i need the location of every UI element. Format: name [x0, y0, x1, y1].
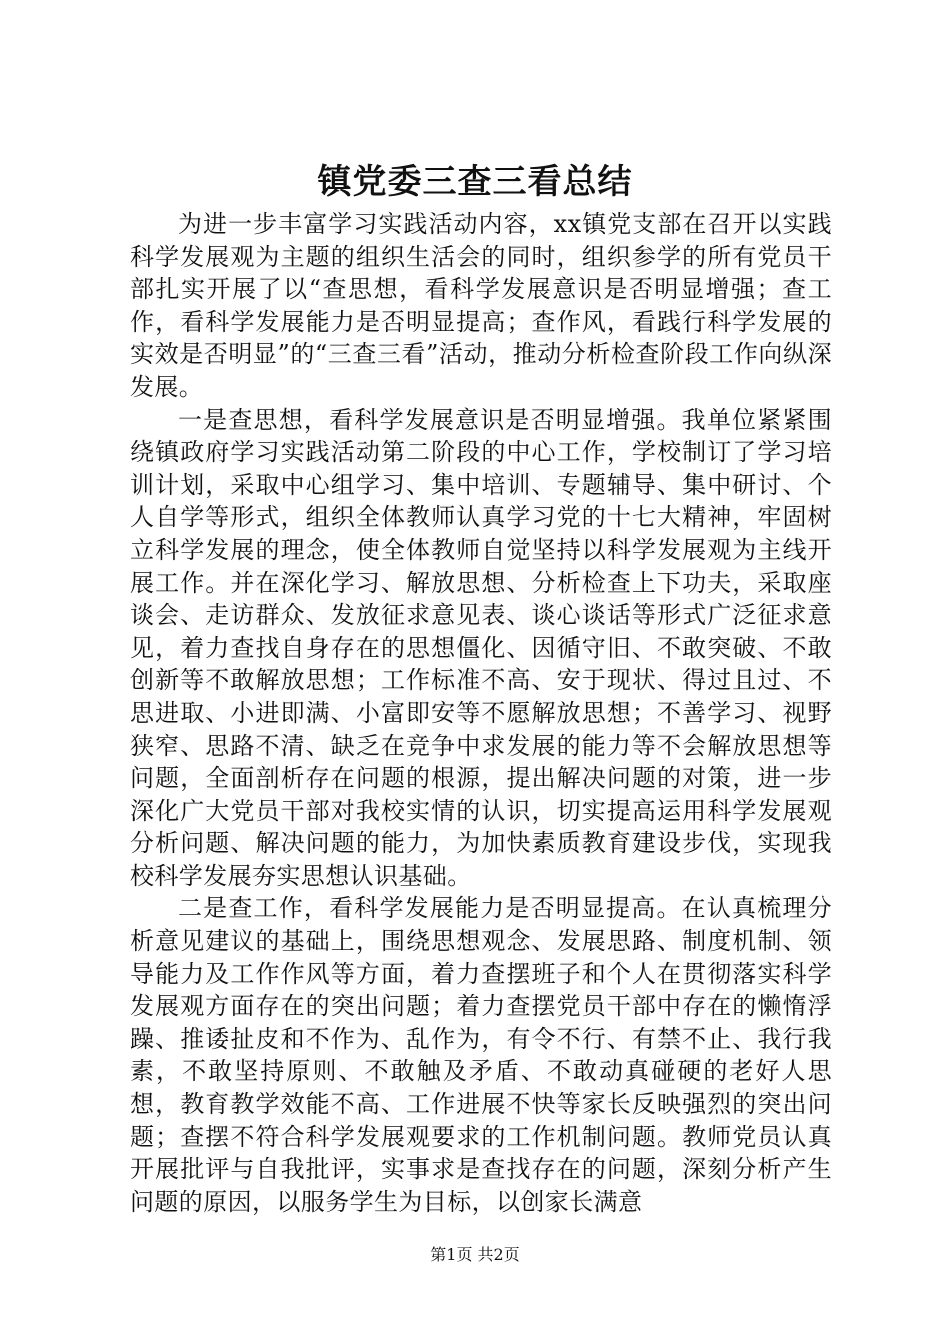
- document-body: [130, 208, 832, 1218]
- page-number-footer: 第1页 共2页: [430, 1245, 520, 1264]
- paragraph-check-work: 二是查工作，看科学发展能力是否明显提高。在认真梳理分析意见建议的基础上，围绕思想观念、发展思路、制度机制、领导能力及工作作风等方面，着力查摆班子和个人在贯彻落实科学发展观方面存在的突出问题；着力查摆党员干部中存在的懒惰浮躁、推诿扯皮和不作为、乱作为，有令不行、有禁不止、我行我素，不敢坚持原则、不敢触及矛盾、不敢动真碰硬的老好人思想，教育教学效能不高、工作进展不快等家长反映强烈的突出问题；查摆不符合科学发展观要求的工作机制问题。教师党员认真开展批评与自我批评，实事求是查找存在的问题，深刻分析产生问题的原因，以服务学生为目标，以创家长满意: [130, 894, 832, 1216]
- paragraph-check-thinking: 一是查思想，看科学发展意识是否明显增强。我单位紧紧围绕镇政府学习实践活动第二阶段的中心工作，学校制订了学习培训计划，采取中心组学习、集中培训、专题辅导、集中研讨、个人自学等形式，组织全体教师认真学习党的十七大精神，牢固树立科学发展的理念，使全体教师自觉坚持以科学发展观为主线开展工作。并在深化学习、解放思想、分析检查上下功夫，采取座谈会、走访群众、发放征求意见表、谈心谈话等形式广泛征求意见，着力查找自身存在的思想僵化、因循守旧、不敢突破、不敢创新等不敢解放思想；工作标准不高、安于现状、得过且过、不思进取、小进即满、小富即安等不愿解放思想；不善学习、视野狭窄、思路不清、缺乏在竞争中求发展的能力等不会解放思想等问题，全面剖析存在问题的根源，提出解决问题的对策，进一步深化广大党员干部对我校实情的认识，切实提高运用科学发展观分析问题、解决问题的能力，为加快素质教育建设步伐，实现我校科学发展夯实思想认识基础。: [130, 405, 832, 890]
- document-title: 镇党委三查三看总结: [317, 162, 633, 202]
- paragraph-intro: 为进一步丰富学习实践活动内容，xx镇党支部在召开以实践科学发展观为主题的组织生活会的同时，组织参学的所有党员干部扎实开展了以“查思想，看科学发展意识是否明显增强；查工作，看科学发展能力是否明显提高；查作风，看践行科学发展的实效是否明显”的“三查三看”活动，推动分析检查阶段工作向纵深发展。: [130, 210, 832, 401]
